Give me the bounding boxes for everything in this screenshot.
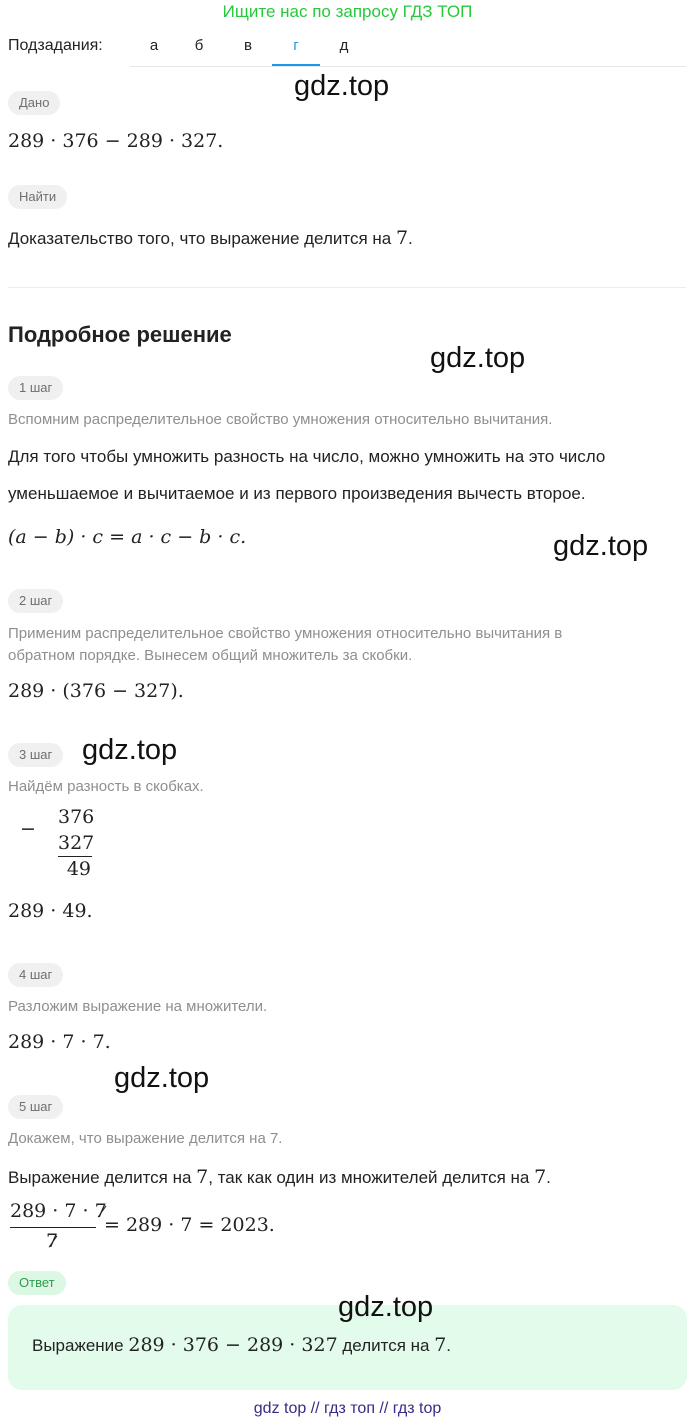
fraction-line [10, 1227, 96, 1228]
find-text: Доказательство того, что выражение делится на 7. [8, 227, 413, 249]
step-4-hint: Разложим выражение на множители. [8, 998, 268, 1015]
given-expression: 289 · 376 − 289 · 327. [8, 130, 224, 152]
step-1-line-1: Для того чтобы умножить разность на число, можно умножить на это число [8, 447, 606, 466]
watermark: gdz.top [430, 342, 526, 374]
step-1-line-2: уменьшаемое и вычитаемое и из первого произведения вычесть второе. [8, 484, 586, 503]
search-banner: Ищите нас по запросу ГДЗ ТОП [222, 2, 473, 21]
solution-title: Подробное решение [8, 322, 232, 347]
section-divider [8, 287, 686, 288]
column-minuend: 376 [58, 806, 95, 828]
watermark: gdz.top [82, 734, 178, 766]
tab-v[interactable]: в [244, 37, 252, 54]
step-2-hint-1: Применим распределительное свойство умножения относительно вычитания в [8, 625, 563, 642]
subtasks-label: Подзадания: [8, 37, 103, 54]
tab-d[interactable]: д [339, 37, 349, 54]
watermark: gdz.top [294, 70, 390, 102]
step-3-result: 289 · 49. [8, 900, 93, 922]
watermark: gdz.top [553, 530, 649, 562]
step-1-hint: Вспомним распределительное свойство умножения относительно вычитания. [8, 411, 553, 428]
tab-a[interactable]: а [149, 37, 159, 54]
column-difference: 49 [66, 858, 91, 880]
step-2-expression: 289 · (376 − 327). [8, 680, 184, 702]
footer-links[interactable]: gdz top // гдз топ // гдз top [253, 1400, 442, 1417]
step-2-hint-2: обратном порядке. Вынесем общий множитель за скобки. [8, 647, 413, 664]
step-3-hint: Найдём разность в скобках. [8, 778, 204, 795]
column-line [58, 856, 92, 857]
answer-text: Выражение 289 · 376 − 289 · 327 делится на 7. [32, 1334, 452, 1356]
step-5-pill: 5 шаг [8, 1095, 63, 1119]
tab-b[interactable]: б [194, 37, 204, 54]
watermark: gdz.top [114, 1062, 210, 1094]
step-2-pill: 2 шаг [8, 589, 63, 613]
step-4-expression: 289 · 7 · 7. [8, 1031, 111, 1053]
step-3-pill: 3 шаг [8, 743, 63, 767]
step-4-pill: 4 шаг [8, 963, 63, 987]
column-minus-sign: − [20, 818, 36, 840]
step-5-result: = 289 · 7 = 2023. [104, 1214, 275, 1236]
fraction-numerator: 289 · 7 · 7 [10, 1200, 107, 1222]
step-1-formula: (a − b) · c = a · c − b · c. [8, 526, 247, 548]
step-1-pill: 1 шаг [8, 376, 63, 400]
tab-g[interactable]: г [272, 30, 320, 66]
column-subtrahend: 327 [58, 832, 95, 854]
subtask-tabs [130, 30, 686, 67]
find-pill: Найти [8, 185, 67, 209]
given-pill: Дано [8, 91, 60, 115]
step-5-text: Выражение делится на 7, так как один из множителей делится на 7. [8, 1166, 551, 1188]
fraction-denominator: 7 [46, 1230, 59, 1252]
watermark: gdz.top [338, 1291, 434, 1323]
step-5-hint: Докажем, что выражение делится на 7. [8, 1130, 283, 1147]
answer-pill: Ответ [8, 1271, 66, 1295]
struck-seven: 7 [94, 1200, 107, 1222]
